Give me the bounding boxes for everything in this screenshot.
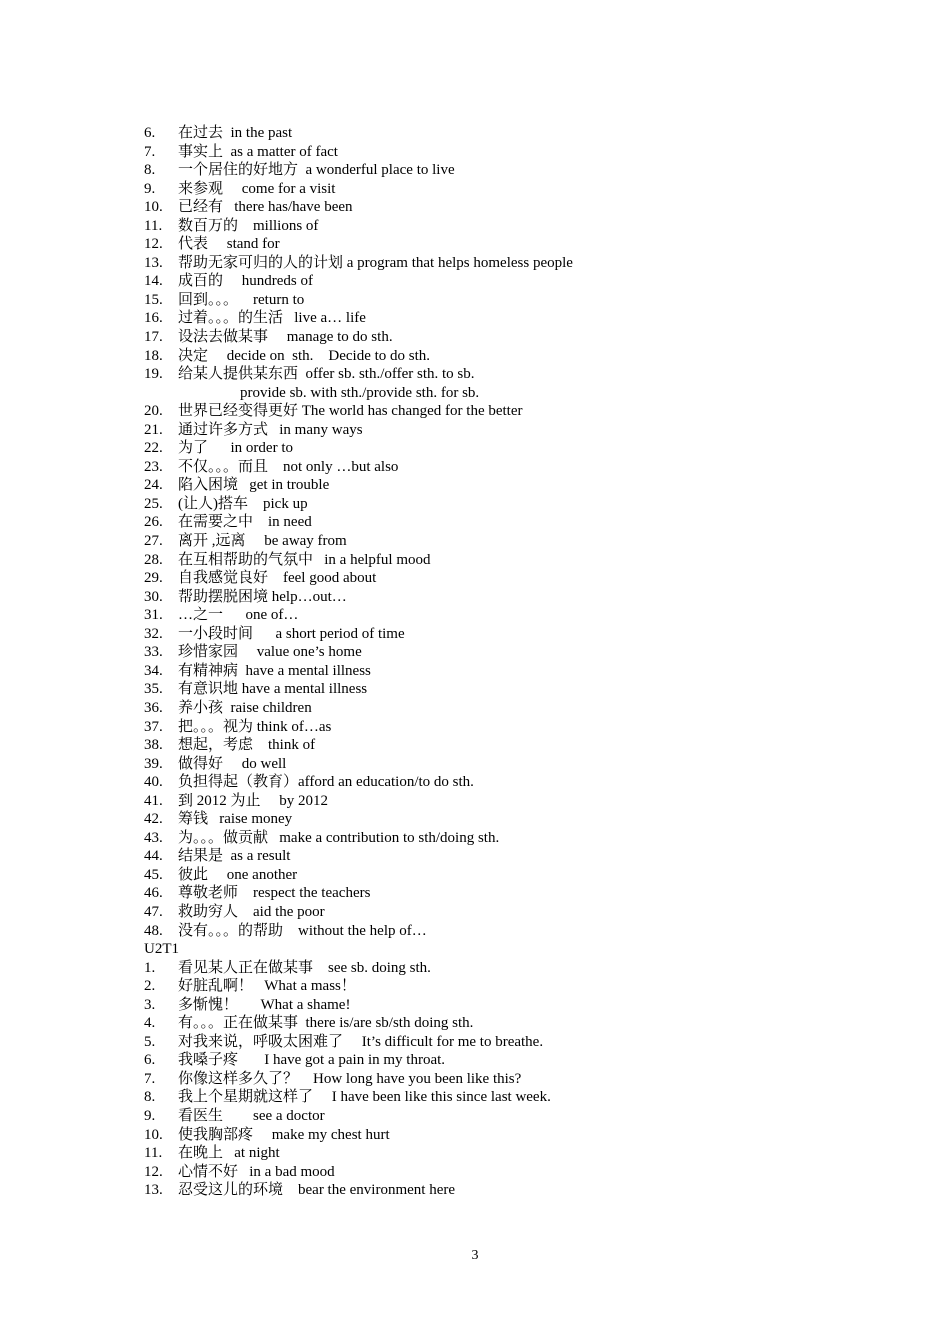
item-text: 事实上 as a matter of fact [178, 143, 338, 160]
item-text: (让人)搭车 pick up [178, 495, 308, 512]
item-text: 离开 ,远离 be away from [178, 533, 347, 550]
item-number: 29. [144, 570, 163, 587]
list-item [144, 198, 864, 217]
list-item [144, 680, 864, 699]
list-item [144, 792, 864, 811]
item-number: 8. [144, 1089, 156, 1106]
phrase-list-section-2 [144, 959, 864, 1200]
list-item [144, 903, 864, 922]
item-number: 11. [144, 217, 163, 234]
item-number: 9. [144, 180, 156, 197]
item-text: 设法去做某事 manage to do sth. [178, 329, 393, 346]
item-text: 我嗓子疼 I have got a pain in my throat. [178, 1052, 446, 1069]
item-number: 30. [144, 588, 163, 605]
item-text: 为。。。做贡献 make a contribution to sth/doing sth. [178, 829, 500, 846]
list-item [144, 755, 864, 774]
item-text: 在晚上 at night [178, 1145, 280, 1162]
item-number: 28. [144, 551, 163, 568]
item-text: 好脏乱啊！ What a mass！ [178, 978, 356, 995]
list-item [144, 866, 864, 885]
list-item [144, 829, 864, 848]
item-number: 21. [144, 421, 163, 438]
item-number: 18. [144, 347, 163, 364]
list-item [144, 328, 864, 347]
list-item [144, 439, 864, 458]
item-number: 35. [144, 681, 163, 698]
item-text: 世界已经变得更好 The world has changed for the better [178, 403, 523, 420]
list-item [144, 551, 864, 570]
item-text: 对我来说，呼吸太困难了 It’s difficult for me to breathe. [178, 1033, 544, 1050]
list-item [144, 143, 864, 162]
item-text: 成百的 hundreds of [178, 273, 313, 290]
list-item [144, 272, 864, 291]
list-item [144, 922, 864, 941]
list-item [144, 421, 864, 440]
item-text: 一小段时间 a short period of time [178, 625, 405, 642]
item-text: 看医生 see a doctor [178, 1107, 325, 1124]
list-item [144, 736, 864, 755]
item-number: 26. [144, 514, 163, 531]
list-item [144, 161, 864, 180]
item-number: 13. [144, 254, 163, 271]
item-number: 44. [144, 848, 163, 865]
list-item [144, 643, 864, 662]
list-item [144, 458, 864, 477]
item-number: 8. [144, 162, 156, 179]
item-number: 11. [144, 1145, 163, 1162]
item-text: 不仅。。。而且 not only …but also [178, 458, 399, 475]
item-number: 37. [144, 718, 163, 735]
item-text: 多惭愧！ What a shame! [178, 996, 351, 1013]
list-item [144, 291, 864, 310]
item-text: 看见某人正在做某事 see sb. doing sth. [178, 959, 431, 976]
list-item [144, 217, 864, 236]
item-number: 47. [144, 903, 163, 920]
item-number: 24. [144, 477, 163, 494]
list-item [144, 847, 864, 866]
item-number: 32. [144, 625, 163, 642]
item-number: 7. [144, 1070, 156, 1087]
list-item [144, 365, 864, 384]
item-number: 16. [144, 310, 163, 327]
item-number: 22. [144, 440, 163, 457]
item-text: provide sb. with sth./provide sth. for sb. [240, 384, 480, 401]
item-text: 已经有 there has/have been [178, 199, 353, 216]
item-number: 6. [144, 125, 156, 141]
item-number: 6. [144, 1052, 156, 1069]
item-text: 到 2012 为止 by 2012 [178, 792, 329, 809]
item-number: 43. [144, 829, 163, 846]
item-number: 31. [144, 607, 163, 624]
list-item [144, 1107, 864, 1126]
item-text: 自我感觉良好 feel good about [178, 570, 377, 587]
item-number: 12. [144, 1163, 163, 1180]
list-item [144, 495, 864, 514]
list-item [144, 254, 864, 273]
item-text: 养小孩 raise children [178, 699, 312, 716]
item-text: 没有。。。的帮助 without the help of… [178, 922, 427, 939]
list-item-continuation [144, 384, 864, 403]
list-item [144, 124, 864, 143]
item-number: 1. [144, 959, 156, 976]
item-text: 数百万的 millions of [178, 217, 319, 234]
item-number: 5. [144, 1033, 156, 1050]
item-text: 我上个星期就这样了 I have been like this since last week. [178, 1089, 551, 1106]
item-text: 有。。。正在做某事 there is/are sb/sth doing sth. [178, 1015, 474, 1032]
item-number: 39. [144, 755, 163, 772]
item-number: 4. [144, 1015, 156, 1032]
list-item [144, 977, 864, 996]
list-item [144, 588, 864, 607]
list-item [144, 810, 864, 829]
item-number: 46. [144, 885, 163, 902]
item-number: 36. [144, 699, 163, 716]
phrase-list-section-1 [144, 124, 864, 940]
item-number: 14. [144, 273, 163, 290]
item-number: 27. [144, 533, 163, 550]
item-number: 2. [144, 978, 156, 995]
item-text: 想起，考虑 think of [178, 737, 316, 754]
item-text: 为了 in order to [178, 440, 293, 457]
list-item [144, 1014, 864, 1033]
list-item [144, 959, 864, 978]
item-text: 救助穷人 aid the poor [178, 903, 325, 920]
list-item [144, 347, 864, 366]
item-text: 陷入困境 get in trouble [178, 477, 330, 494]
item-number: 34. [144, 662, 163, 679]
item-text: 负担得起（教育）afford an education/to do sth. [178, 774, 474, 791]
item-number: 3. [144, 996, 156, 1013]
item-number: 20. [144, 403, 163, 420]
item-number: 25. [144, 495, 163, 512]
page-number: 3 [471, 1248, 479, 1263]
item-number: 42. [144, 811, 163, 828]
item-text: 忍受这儿的环境 bear the environment here [178, 1182, 456, 1199]
list-item [144, 235, 864, 254]
item-text: 你像这样多久了？ How long have you been like this? [178, 1070, 522, 1087]
item-text: 帮助摆脱困境 help…out… [178, 588, 347, 605]
list-item [144, 718, 864, 737]
list-item [144, 662, 864, 681]
list-item [144, 773, 864, 792]
list-item [144, 699, 864, 718]
item-text: 使我胸部疼 make my chest hurt [178, 1126, 390, 1143]
list-item [144, 884, 864, 903]
item-number: 13. [144, 1182, 163, 1199]
item-text: 做得好 do well [178, 755, 287, 772]
item-number: 9. [144, 1107, 156, 1124]
item-number: 23. [144, 458, 163, 475]
item-number: 15. [144, 291, 163, 308]
vocabulary-list [144, 124, 864, 1200]
list-item [144, 476, 864, 495]
list-item [144, 606, 864, 625]
item-text: 帮助无家可归的人的计划 a program that helps homeless people [178, 254, 573, 271]
list-item [144, 532, 864, 551]
item-text: 心情不好 in a bad mood [178, 1163, 335, 1180]
list-item [144, 625, 864, 644]
item-text: 彼此 one another [178, 866, 298, 883]
item-number [144, 384, 178, 403]
item-number: 10. [144, 1126, 163, 1143]
item-text: 代表 stand for [178, 236, 280, 253]
item-text: 在过去 in the past [178, 125, 293, 141]
item-text: …之一 one of… [178, 607, 299, 624]
item-text: 在需要之中 in need [178, 514, 312, 531]
item-text: 有精神病 have a mental illness [178, 662, 371, 679]
item-number: 12. [144, 236, 163, 253]
item-text: 给某人提供某东西 offer sb. sth./offer sth. to sb. [178, 366, 475, 383]
list-item [144, 569, 864, 588]
item-text: 筹钱 raise money [178, 811, 293, 828]
item-text: 把。。。视为 think of…as [178, 718, 332, 735]
item-text: 尊敬老师 respect the teachers [178, 885, 371, 902]
item-text: 回到。。。 return to [178, 291, 305, 308]
list-item [144, 513, 864, 532]
item-number: 19. [144, 366, 163, 383]
item-number: 7. [144, 143, 156, 160]
list-item [144, 1181, 864, 1200]
list-item [144, 402, 864, 421]
list-item [144, 1070, 864, 1089]
list-item [144, 996, 864, 1015]
item-number: 45. [144, 866, 163, 883]
item-text: 通过许多方式 in many ways [178, 421, 363, 438]
item-text: 有意识地 have a mental illness [178, 681, 368, 698]
list-item [144, 1051, 864, 1070]
item-number: 10. [144, 199, 163, 216]
list-item [144, 1163, 864, 1182]
list-item [144, 309, 864, 328]
item-text: 过着。。。的生活 live a… life [178, 310, 366, 327]
item-text: 珍惜家园 value one’s home [178, 644, 362, 661]
item-number: 38. [144, 737, 163, 754]
list-item [144, 1088, 864, 1107]
item-number: 33. [144, 644, 163, 661]
list-item [144, 1126, 864, 1145]
item-text: 决定 decide on sth. Decide to do sth. [178, 347, 431, 364]
item-text: 在互相帮助的气氛中 in a helpful mood [178, 551, 431, 568]
section-heading-u2t1: U2T1 [144, 941, 179, 958]
list-item [144, 1144, 864, 1163]
item-text: 来参观 come for a visit [178, 180, 336, 197]
item-number: 48. [144, 922, 163, 939]
list-item [144, 180, 864, 199]
item-text: 结果是 as a result [178, 848, 291, 865]
item-text: 一个居住的好地方 a wonderful place to live [178, 162, 455, 179]
item-number: 40. [144, 774, 163, 791]
item-number: 41. [144, 792, 163, 809]
item-number: 17. [144, 329, 163, 346]
list-item [144, 1033, 864, 1052]
